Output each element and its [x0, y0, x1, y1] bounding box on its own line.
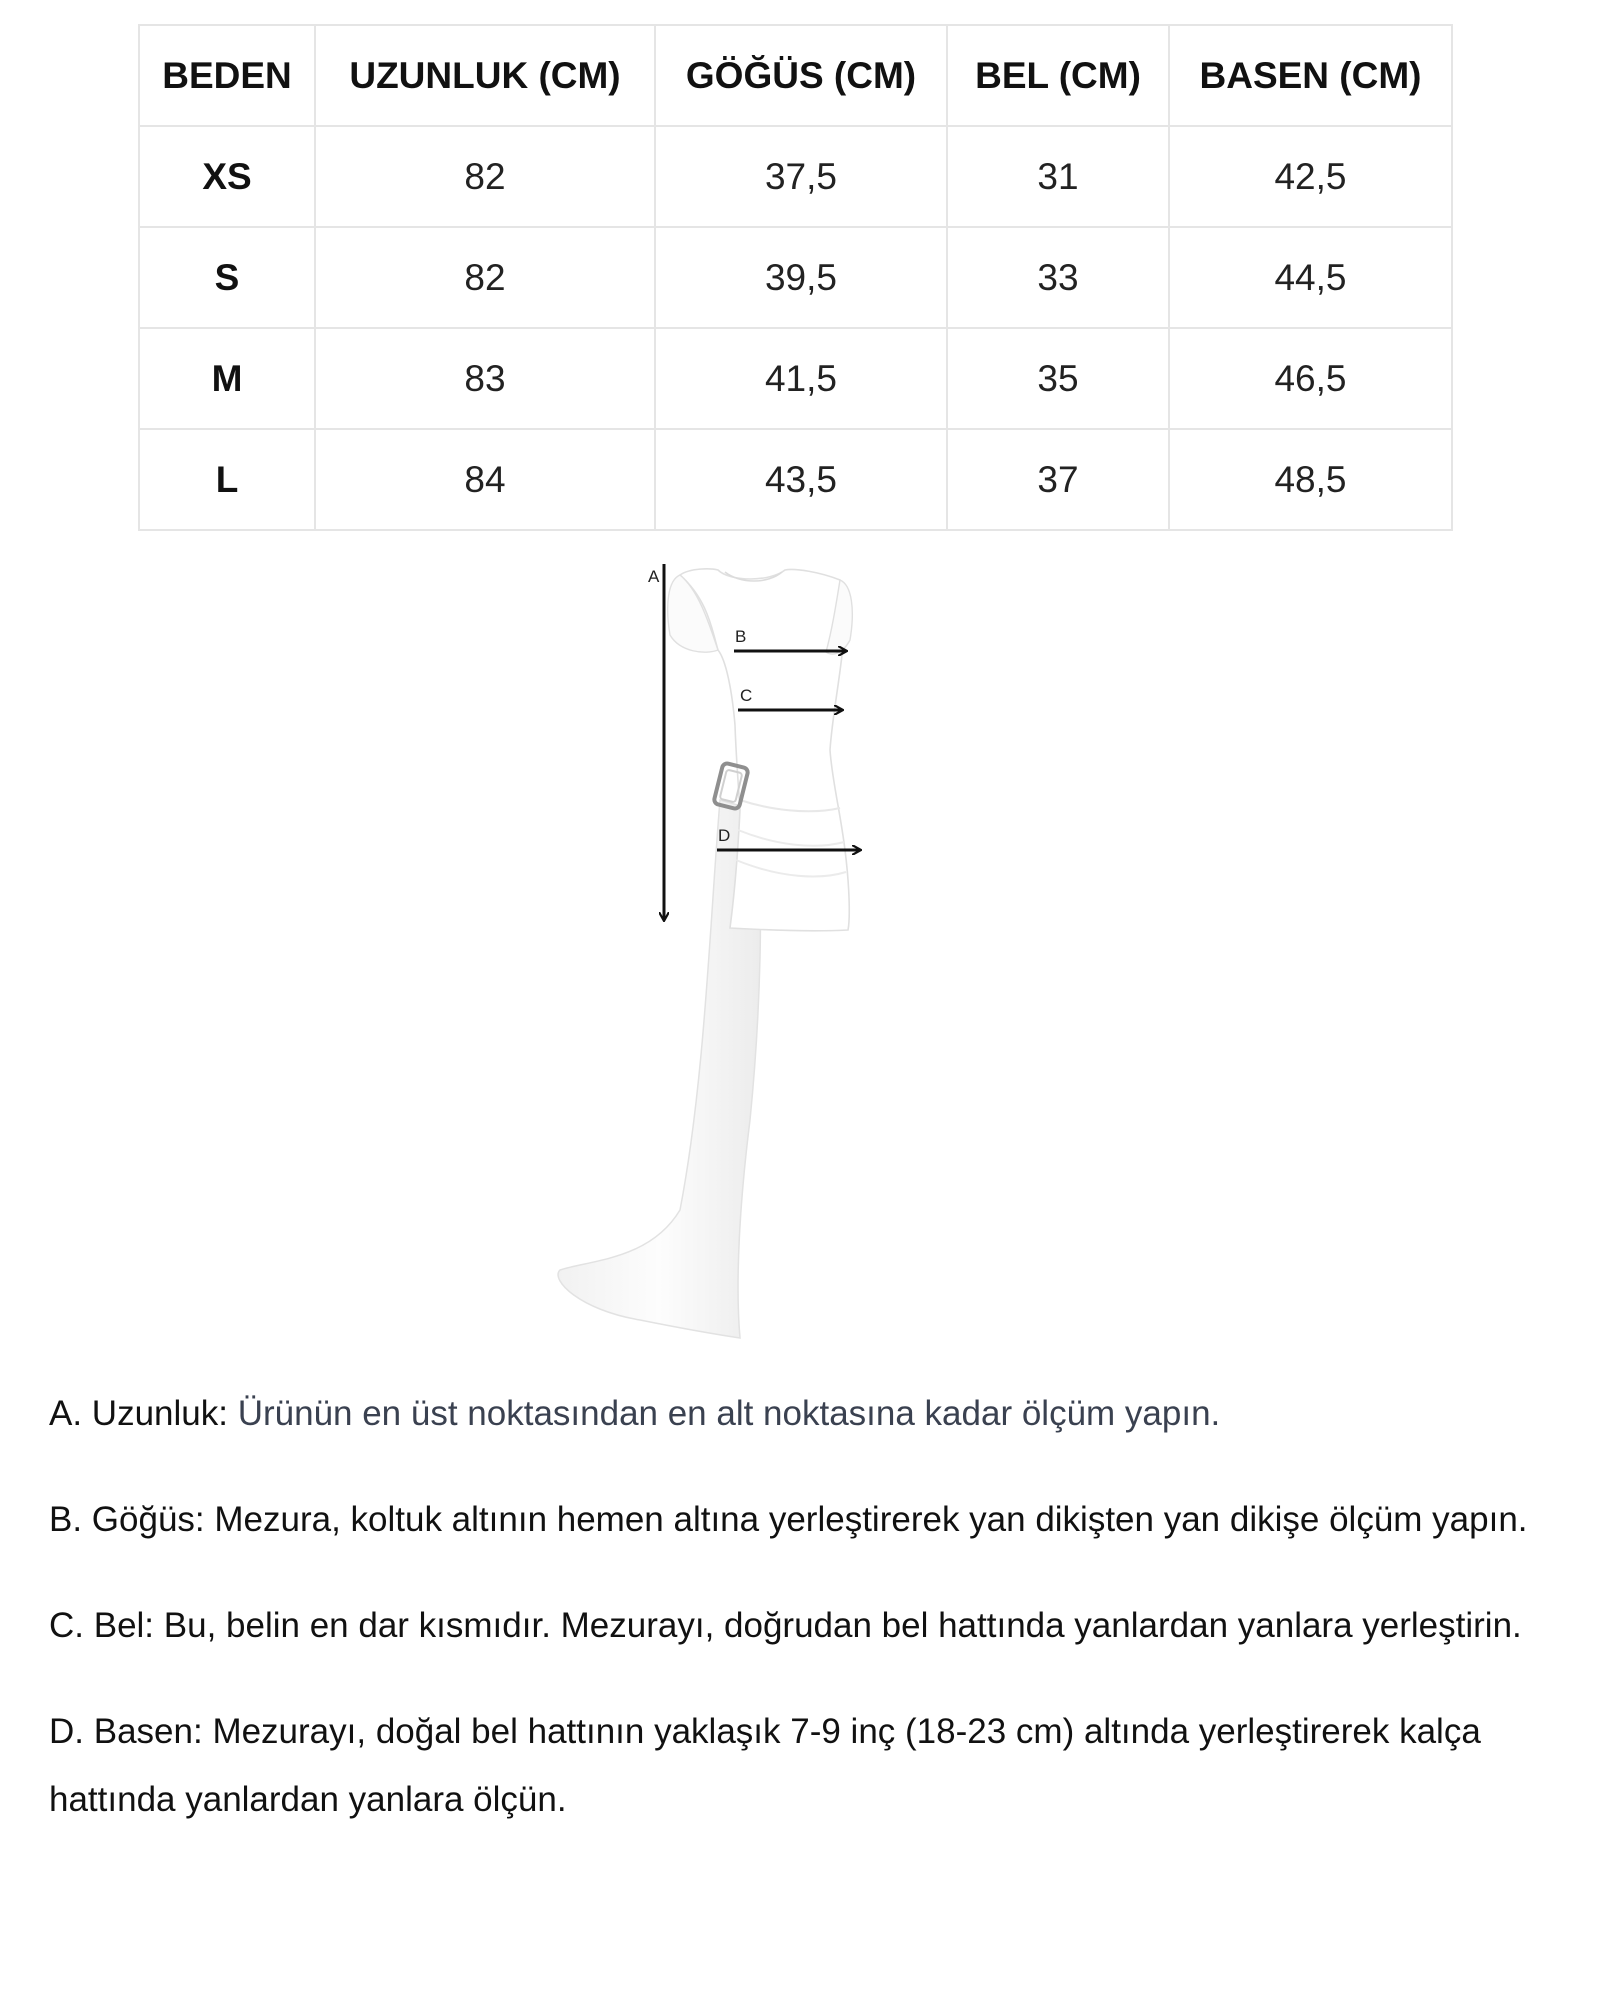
waist-cell: 31 [947, 126, 1169, 227]
header-hip: BASEN (CM) [1169, 25, 1452, 126]
size-cell: S [139, 227, 315, 328]
length-cell: 84 [315, 429, 655, 530]
table-header-row [139, 25, 1452, 126]
label-d: D [718, 826, 731, 845]
label-a: A [648, 567, 660, 586]
size-cell: M [139, 328, 315, 429]
table-row [139, 429, 1452, 530]
table-row [139, 126, 1452, 227]
measurement-diagram [540, 560, 960, 1350]
hip-cell: 46,5 [1169, 328, 1452, 429]
instruction-length [49, 1380, 1569, 1448]
chest-cell: 39,5 [655, 227, 947, 328]
length-cell: 83 [315, 328, 655, 429]
instruction-hip [49, 1698, 1569, 1834]
chest-cell: 41,5 [655, 328, 947, 429]
table-row [139, 328, 1452, 429]
size-chart-table [138, 24, 1453, 531]
length-cell: 82 [315, 126, 655, 227]
header-length: UZUNLUK (CM) [315, 25, 655, 126]
instruction-length-text: Ürünün en üst noktasından en alt noktasına kadar ölçüm yapın. [237, 1394, 1221, 1433]
header-chest: GÖĞÜS (CM) [655, 25, 947, 126]
length-cell: 82 [315, 227, 655, 328]
waist-cell: 37 [947, 429, 1169, 530]
instruction-chest-label: B. Göğüs: [49, 1500, 205, 1539]
instruction-hip-text: Mezurayı, doğal bel hattının yaklaşık 7-9 inç (18-23 cm) altında yerleştirerek kalça hattında yanlardan yanlara ölçün. [49, 1712, 1481, 1819]
hip-cell: 48,5 [1169, 429, 1452, 530]
instruction-hip-label: D. Basen: [49, 1712, 203, 1751]
chest-cell: 43,5 [655, 429, 947, 530]
measurement-instructions [49, 1380, 1569, 1872]
table-row [139, 227, 1452, 328]
instruction-chest [49, 1486, 1569, 1554]
header-size: BEDEN [139, 25, 315, 126]
instruction-waist-label: C. Bel: [49, 1606, 155, 1645]
instruction-chest-text: Mezura, koltuk altının hemen altına yerleştirerek yan dikişten yan dikişe ölçüm yapın. [214, 1500, 1528, 1539]
dress-train [558, 800, 760, 1338]
instruction-waist [49, 1592, 1569, 1660]
dress-illustration [540, 560, 960, 1350]
header-waist: BEL (CM) [947, 25, 1169, 126]
instruction-waist-text: Bu, belin en dar kısmıdır. Mezurayı, doğrudan bel hattında yanlardan yanlara yerleştirin. [163, 1606, 1522, 1645]
size-cell: L [139, 429, 315, 530]
hip-cell: 44,5 [1169, 227, 1452, 328]
label-b: B [735, 627, 747, 646]
label-c: C [740, 686, 753, 705]
instruction-length-label: A. Uzunluk: [49, 1394, 228, 1433]
waist-cell: 33 [947, 227, 1169, 328]
hip-cell: 42,5 [1169, 126, 1452, 227]
size-cell: XS [139, 126, 315, 227]
chest-cell: 37,5 [655, 126, 947, 227]
waist-cell: 35 [947, 328, 1169, 429]
